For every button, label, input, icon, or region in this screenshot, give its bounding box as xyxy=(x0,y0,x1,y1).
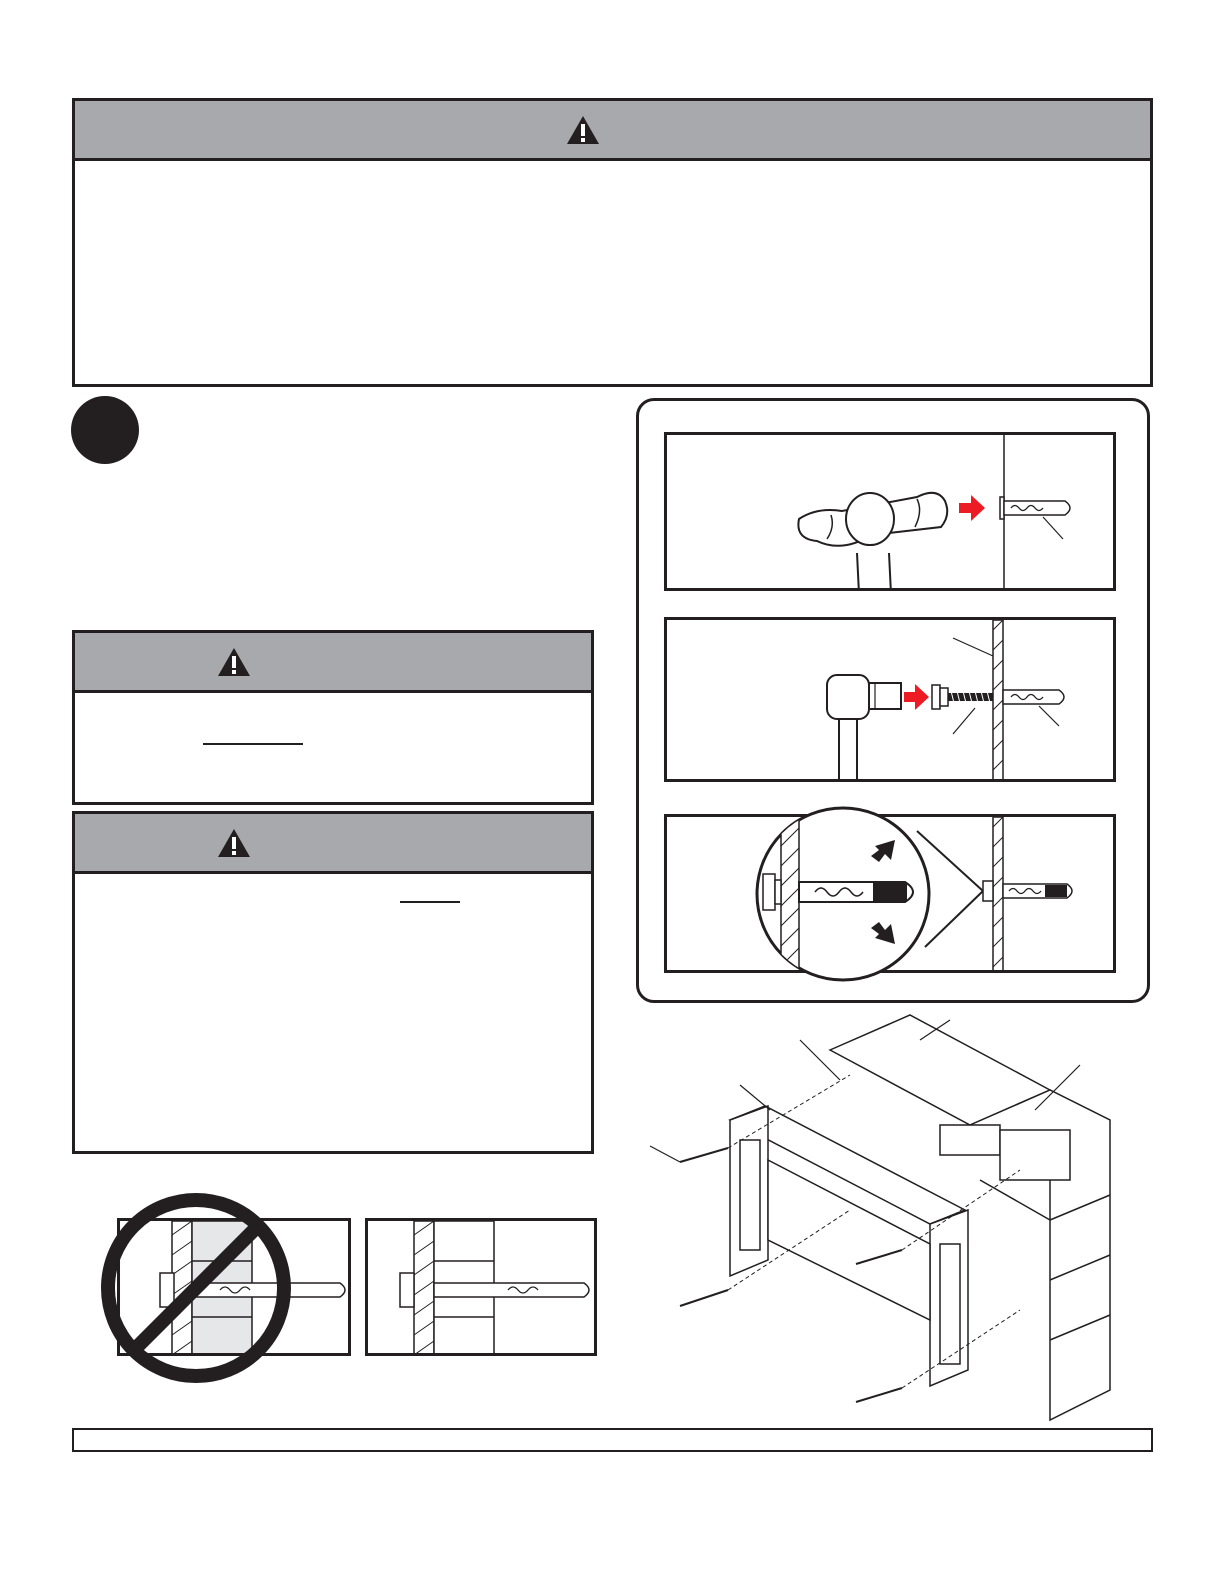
ratchet-screw-panel xyxy=(664,617,1116,782)
mounting-bracket xyxy=(730,1106,968,1386)
warning-header xyxy=(75,101,1150,161)
hammer-anchor-panel xyxy=(664,432,1116,591)
underline-rule xyxy=(400,901,460,903)
prohibited-circle-icon xyxy=(98,1190,294,1386)
correct-installation-example xyxy=(365,1218,597,1356)
caution-box-2 xyxy=(72,811,594,1154)
underline-rule xyxy=(203,743,303,745)
warning-box-top xyxy=(72,98,1153,387)
correct-anchor-cross-section xyxy=(368,1221,597,1356)
step-number xyxy=(71,396,139,464)
ratchet-illustration xyxy=(667,620,1116,782)
caution-1-header xyxy=(75,633,591,693)
warning-triangle-icon xyxy=(217,828,251,858)
caution-box-1 xyxy=(72,630,594,805)
hammer-illustration xyxy=(667,435,1116,591)
red-arrow-icon xyxy=(959,495,985,521)
footer-bar xyxy=(72,1428,1153,1452)
red-arrow-icon xyxy=(904,684,929,710)
wall-mount-assembly-illustration xyxy=(650,1010,1130,1420)
caution-2-header xyxy=(75,814,591,874)
magnifier-detail-circle xyxy=(755,806,931,982)
warning-triangle-icon xyxy=(217,647,251,677)
step-number-badge xyxy=(71,396,139,464)
warning-triangle-icon xyxy=(566,115,600,145)
